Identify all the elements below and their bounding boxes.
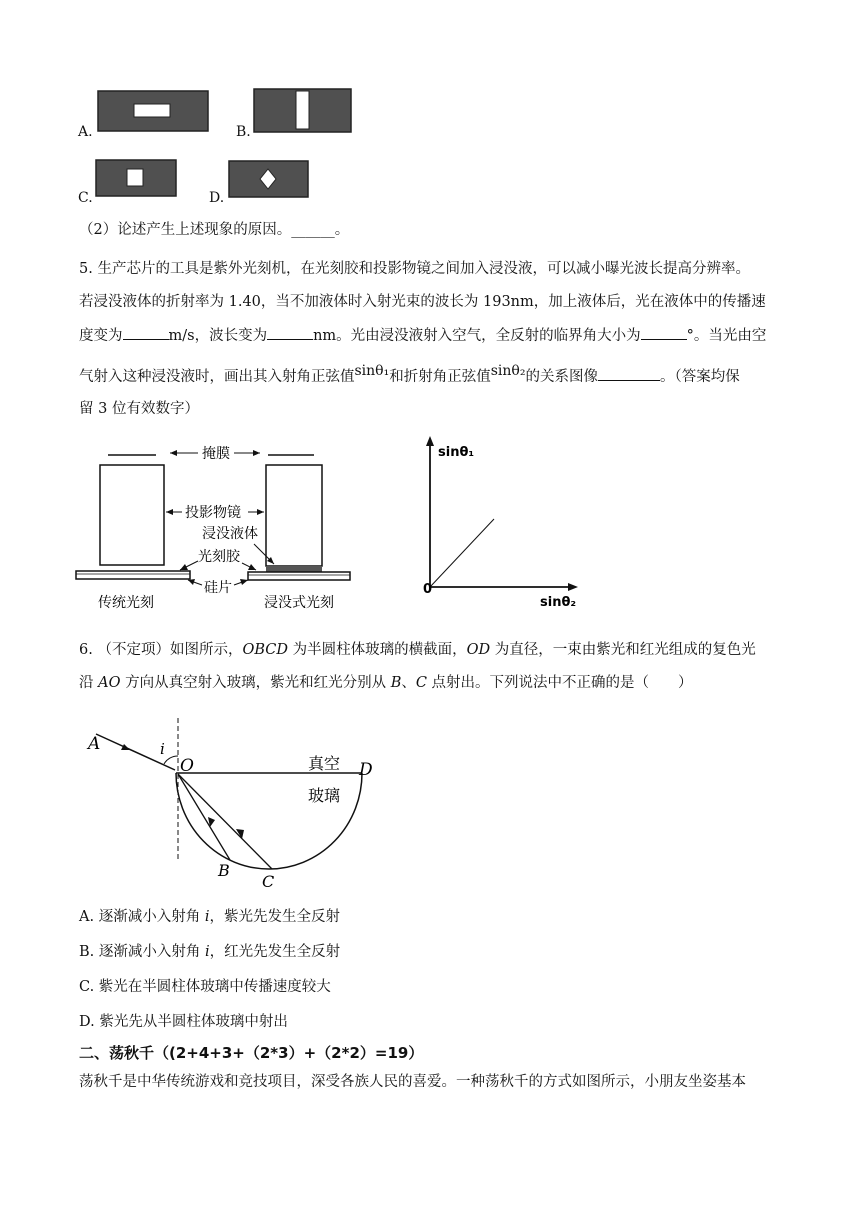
relation-line	[430, 519, 494, 587]
option-text: B. 逐渐减小入射角	[79, 944, 205, 960]
origin-label: 0	[423, 582, 433, 597]
red-ray-oc	[178, 774, 272, 869]
point-d-label: D	[359, 760, 373, 780]
section2-title: 二、荡秋千（(2+4+3+（2*3）+（2*2）=19）	[79, 1044, 424, 1062]
q6-line2	[79, 673, 693, 693]
q5-text: nm。光由浸没液射入空气，全反射的临界角大小为	[313, 328, 641, 344]
wafer-label: 硅片	[204, 580, 232, 596]
immersion-liquid	[266, 566, 322, 572]
q6-option-b[interactable]	[79, 942, 340, 962]
q5-text: °。当光由空	[686, 328, 767, 344]
option-d-image	[228, 160, 309, 198]
left-wafer	[76, 571, 190, 579]
point-b-label: B	[218, 861, 230, 880]
option-c-image	[95, 159, 177, 197]
q6-var: C	[415, 675, 427, 691]
q6-option-d[interactable]	[79, 1012, 288, 1032]
q5-line2: 若浸没液体的折射率为 1.40，当不加液体时入射光束的波长为 193nm，加上液体后，光在液体中的传播速	[79, 294, 766, 310]
q5-text: 的关系图像	[525, 369, 598, 385]
q5-text: 度变为	[79, 328, 123, 344]
q6-text: 6. （不定项）如图所示，	[79, 642, 243, 658]
right-lens	[266, 465, 322, 566]
q6-option-c[interactable]	[79, 977, 331, 997]
vacuum-label: 真空	[308, 754, 341, 773]
point-o-label: O	[180, 756, 194, 776]
q5-text: 。（答案均保	[659, 369, 740, 385]
lens-label: 投影物镜	[185, 505, 241, 521]
q5-text: m/s，波长变为	[168, 328, 268, 344]
q6-var: AO	[98, 675, 121, 691]
q6-line1	[79, 640, 756, 660]
q6-text: 、	[401, 675, 416, 691]
q5-text: 和折射角正弦值	[389, 369, 491, 385]
q5-text: 气射入这种浸没液时，画出其入射角正弦值	[79, 369, 355, 385]
sin-theta1: sinθ₁	[354, 363, 390, 379]
q4-part2: （2）论述产生上述现象的原因。______。	[79, 222, 350, 238]
option-text: ，紫光先发生全反射	[209, 909, 340, 925]
option-text: C. 紫光在半圆柱体玻璃中传播速度较大	[79, 979, 331, 995]
angle-i-label: i	[160, 740, 165, 758]
option-text: ，红光先发生全反射	[209, 944, 341, 960]
option-text: A. 逐渐减小入射角	[79, 909, 205, 925]
immersion-label: 浸没式光刻	[264, 595, 334, 611]
option-c-label: C.	[78, 190, 93, 206]
q6-text: 为直径，一束由紫光和红光组成的复色光	[490, 642, 756, 658]
q6-text: 为半圆柱体玻璃的横截面，	[288, 642, 467, 658]
q5-line1: 5. 生产芯片的工具是紫外光刻机，在光刻胶和投影物镜之间加入浸没液，可以减小曝光波长提高分辨率。	[79, 261, 750, 277]
q5-line5: 留 3 位有效数字）	[79, 401, 199, 417]
option-d-label: D.	[209, 190, 225, 206]
resist-label: 光刻胶	[198, 549, 240, 565]
option-a-image	[97, 90, 209, 132]
sin-theta2: sinθ₂	[490, 363, 526, 379]
sin-relation-graph	[420, 432, 590, 614]
x-axis-label: sinθ₂	[540, 595, 577, 610]
q6-var: B	[390, 675, 402, 691]
answer-blank-speed[interactable]	[123, 325, 169, 340]
q6-text: 沿	[79, 675, 99, 691]
traditional-label: 传统光刻	[98, 595, 154, 611]
option-text: D. 紫光先从半圆柱体玻璃中射出	[79, 1014, 288, 1030]
option-b-label: B.	[236, 124, 251, 140]
mask-label: 掩膜	[202, 446, 230, 462]
point-a-label: A	[88, 734, 101, 754]
right-wafer	[248, 572, 350, 580]
left-lens	[100, 465, 164, 565]
q6-text: 方向从真空射入玻璃，紫光和红光分别从	[120, 675, 391, 691]
option-a-label: A.	[78, 124, 93, 140]
answer-blank-angle[interactable]	[641, 325, 687, 340]
q6-var: OD	[466, 642, 491, 658]
option-b-image	[253, 88, 352, 133]
q6-text: 点射出。下列说法中不正确的是（ ）	[426, 675, 693, 691]
glass-label: 玻璃	[308, 786, 341, 805]
section2-text: 荡秋千是中华传统游戏和竞技项目，深受各族人民的喜爱。一种荡秋千的方式如图所示，小朋友坐姿基本	[79, 1074, 746, 1090]
answer-blank-wavelength[interactable]	[267, 325, 313, 340]
q6-option-a[interactable]	[79, 907, 340, 927]
option-var: i	[204, 944, 210, 960]
y-axis-label: sinθ₁	[438, 445, 475, 460]
q6-var: OBCD	[242, 642, 288, 658]
glass-refraction-diagram	[82, 712, 382, 892]
answer-blank-graph[interactable]	[598, 366, 660, 381]
liquid-label: 浸没液体	[202, 526, 258, 542]
q5-line4	[79, 363, 740, 387]
q5-line3	[79, 325, 766, 346]
lithography-diagram	[74, 440, 360, 615]
option-var: i	[204, 909, 210, 925]
point-c-label: C	[262, 872, 275, 891]
